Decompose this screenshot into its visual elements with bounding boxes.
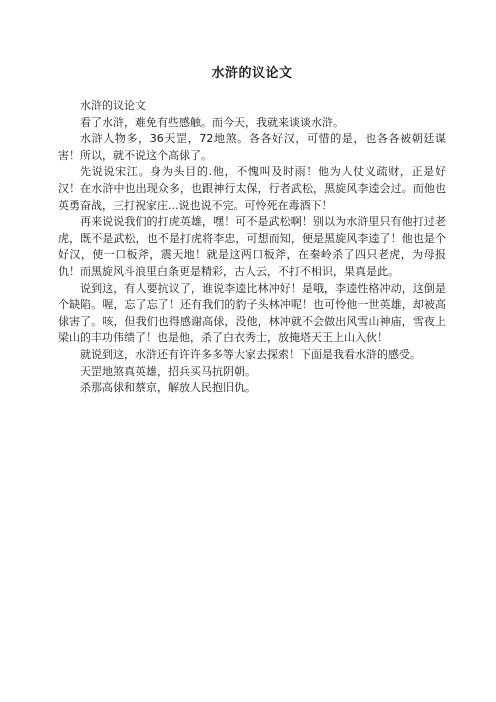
paragraph-lin-chong: 说到这，有人要抗议了，谁说李逵比林冲好！是哦，李逵性格冲动，这倒是个缺陷。喔，忘了忘了！还有我们的豹子头林冲呢！也可怜他一世英雄，却被高俅害了。咳，但我们也得感谢高俅，没他，林冲就不会做出风雪山神庙，雪夜上梁山的丰功伟绩了！也是他，杀了白衣秀士，放掩塔天王上山入伙！ bbox=[58, 281, 446, 345]
document-body bbox=[58, 98, 446, 397]
paragraph-intro: 看了水浒，难免有些感触。而今天，我就来谈谈水浒。 bbox=[80, 115, 344, 129]
poem-line-2: 杀那高俅和蔡京，解放人民抱旧仇。 bbox=[80, 381, 256, 395]
paragraph-conclusion: 就说到这，水浒还有许许多多等大家去探索！下面是我看水浒的感受。 bbox=[80, 347, 421, 361]
paragraph-song-jiang: 先说说宋江。身为头目的.他，不愧叫及时雨！他为人仗义疏财，正是好汉！在水浒中也出现众多，也跟神行太保，行者武松，黑旋风李逵会过。而他也英勇奋战，三打祝家庄...说也说不完。可怜死在毒酒下！ bbox=[58, 165, 446, 212]
poem-line-1: 天罡地煞真英雄，招兵买马抗阴朝。 bbox=[80, 364, 256, 378]
paragraph-subtitle: 水浒的议论文 bbox=[80, 99, 146, 112]
paragraph-li-kui: 再来说说我们的打虎英雄，嘿！可不是武松啊！别以为水浒里只有他打过老虎，既不是武松，也不是打虎将李忠，可想而知，便是黑旋风李逵了！他也是个好汉，使一口板斧，震天地！就是这两口板斧，在秦岭杀了四只老虎，为母报仇！而黑旋风斗浪里白条更是精彩，古人云，不打不相识，果真是此。 bbox=[58, 215, 446, 278]
document-title: 水浒的议论文 bbox=[211, 66, 293, 81]
paragraph-characters: 水浒人物多，36天罡，72地煞。各各好汉，可惜的是，也各各被朝廷谋害！所以，就不说这个高俅了。 bbox=[58, 132, 446, 162]
